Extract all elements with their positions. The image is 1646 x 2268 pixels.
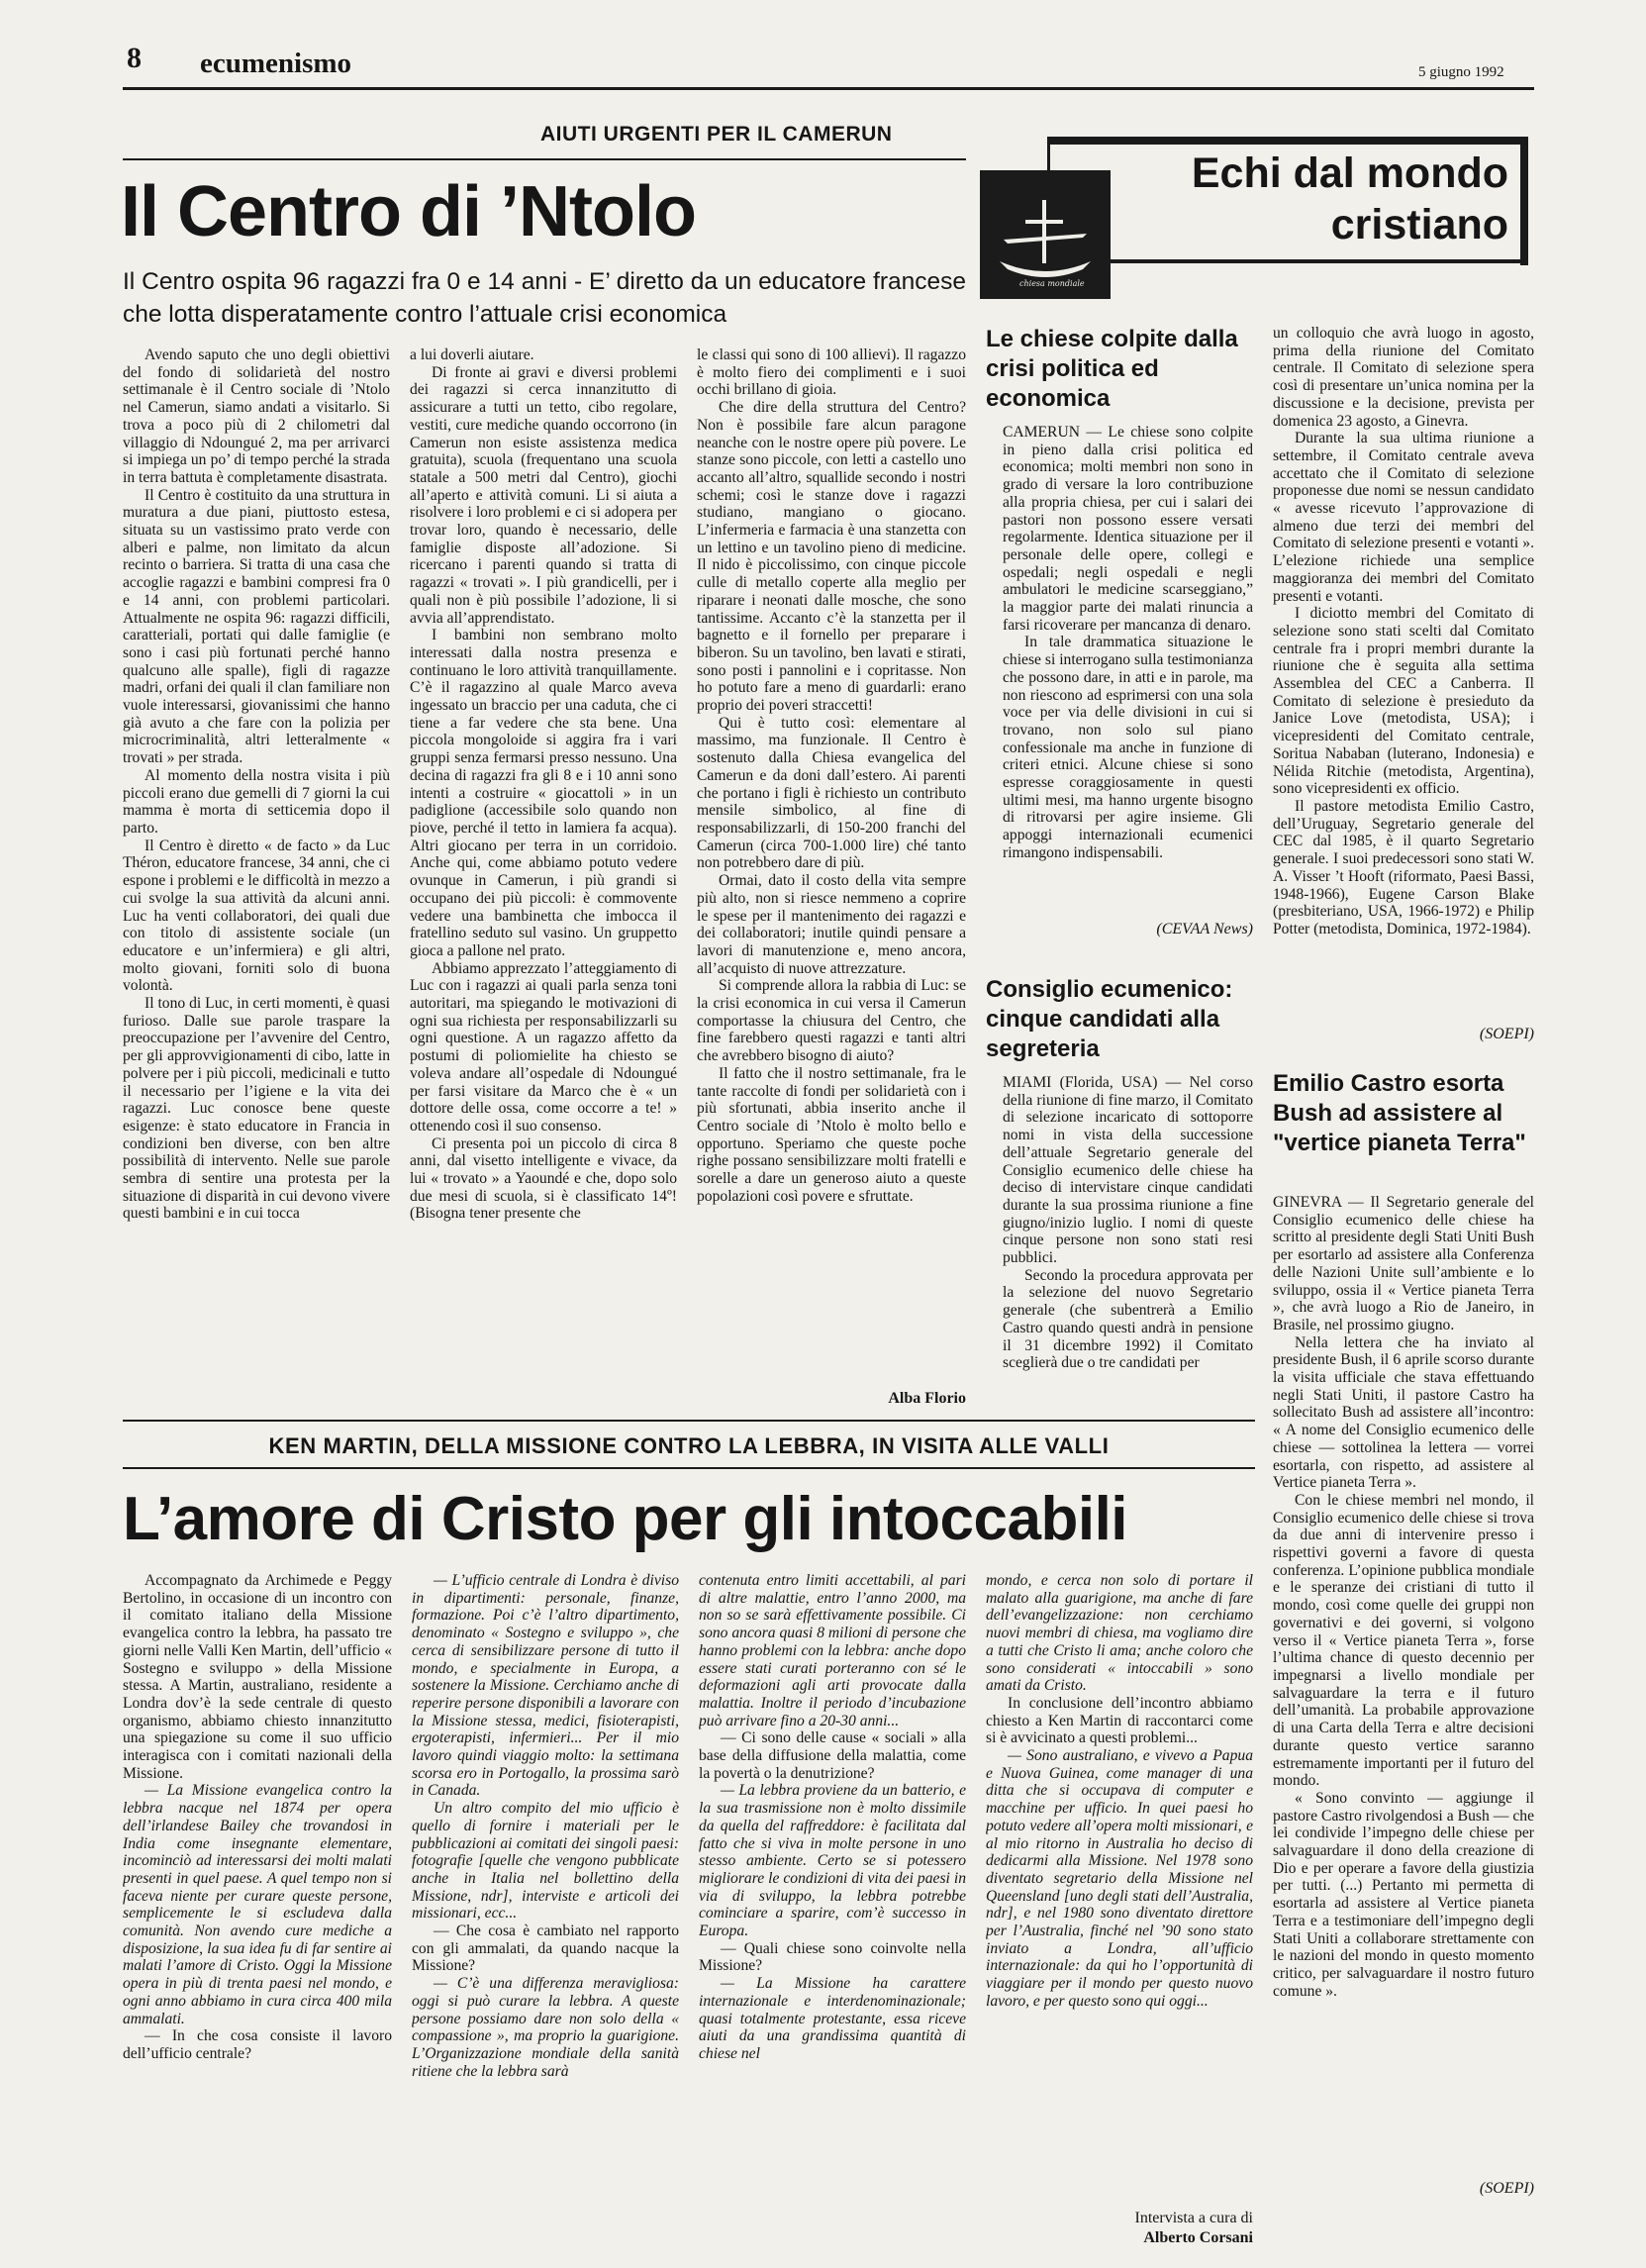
article2-headline: Le chiese colpite dalla crisi politica ed economica [986,326,1238,412]
paragraph: MIAMI (Florida, USA) — Nel corso della riunione di fine marzo, il Comitato di selezione incaricato di sottoporre nomi in vista della successione dell’attuale Segretario generale del Consiglio ecumenico delle chiese ha deciso di intervistare cinque candidati durante la sua prossima riunione a fine giugno/inizio luglio. I nomi di queste cinque persone non sono stati resi pubblici. [1003,1074,1253,1267]
article1-signature: Alba Florio [888,1390,966,1407]
article1-kicker: AIUTI URGENTI PER IL CAMERUN [540,123,893,146]
paragraph: contenuta entro limiti accettabili, al pari di altre malattie, entro l’anno 2000, ma non so se sarà effettivamente possibile. Ci sono ancora quasi 8 milioni di persone che hanno problemi con la lebbra: anche dopo essere stati curati porteranno con sé le deformazioni agli arti provocate dalla malattia. Inoltre il periodo d’incubazione può arrivare fino a 20-30 anni... [699,1572,966,1729]
paragraph: Si comprende allora la rabbia di Luc: se la crisi economica in cui versa il Camerun comportasse la chiusura del Centro, che fine farebbero questi ragazzi e tanti altri che avrebbero bisogno di aiuto? [697,977,966,1065]
paragraph: mondo, e cerca non solo di portare il malato alla guarigione, ma anche di fare dell’evangelizzazione: non cerchiamo nuovi membri di chiesa, ma vogliamo dire a tutti che Cristo li ama; anche coloro che sono considerati « intoccabili » sono amati da Cristo. [986,1572,1253,1695]
paragraph: — La Missione evangelica contro la lebbra nacque nel 1874 per opera dell’irlandese Bailey che trovandosi in India come insegnante elementare, incominciò ad interessarsi dei molti malati presenti in quel paese. A quel tempo non si faceva niente per curare queste persone, semplicemente le si escludeva dalla comunità. Non avendo cure mediche a disposizione, la sua idea fu di far sentire ai malati l’amore di Cristo. Oggi la Missione opera in più di trenta paesi nel mondo, e ogni anno abbiamo in cura circa 400 mila ammalati. [123,1782,392,2027]
paragraph: Nella lettera che ha inviato al presidente Bush, il 6 aprile scorso durante la visita ufficiale che stava effettuando negli Stati Uniti, il pastore Castro ha sollecitato Bush ad assistere all’incontro: « A nome del Consiglio ecumenico delle chiese — sottolinea la lettera — vorrei esortarla, con rispetto, ad assistere al Vertice pianeta Terra ». [1273,1333,1534,1492]
paragraph: Abbiamo apprezzato l’atteggiamento di Luc con i ragazzi ai quali parla senza toni autoritari, ma spiegando le motivazioni di ogni sua richiesta per responsabilizzarli su ogni questione. A un ragazzo affetto da postumi di poliomielite ha chiesto se voleva andare all’ospedale di Ndoungué per farsi visitare da Marco che è « un dottore delle ossa, come occorre a te! » ottenendo così il suo consenso. [410,959,677,1134]
paragraph: a lui doverli aiutare. [410,346,534,363]
article4-headline: Emilio Castro esorta Bush ad assistere al "vertice pianeta Terra" [1273,1070,1526,1156]
paragraph: — In che cosa consiste il lavoro dell’ufficio centrale? [123,2027,392,2062]
echi-left-rule [1047,137,1050,170]
article4-body [1273,1194,1534,2194]
article1-bottom-rule [123,1420,1255,1422]
paragraph: — La Missione ha carattere internazionale e interdenominazionale; quasi totalmente protestante, essa riceve aiuti da una grandissima quantità di chiese nel [699,1975,966,2062]
paragraph: Il Centro è diretto « de facto » da Luc Théron, educatore francese, 34 anni, che ci espone i problemi e le difficoltà in mezzo a cui svolge la sua attività da alcuni anni. Luc ha venti collaboratori, dei quali due con titolo di assistente sociale (un educatore e un’infermiera) e gli altri, molto giovani, forniti solo di buona volontà. [123,837,390,995]
article5-title: L’amore di Cristo per gli intoccabili [123,1485,1128,1553]
paragraph: Il tono di Luc, in certi momenti, è quasi furioso. Dalle sue parole traspare la preoccupazione per l’avvenire del Centro, per gli approvvigionamenti di cibo, latte in polvere per i più piccoli, medicinali e tutto il necessario per l’igiene e la vita dei ragazzi. Luc conosce bene queste esigenze: è stato educatore in Francia in condizioni ben diverse, con ben altre possibilità di intervento. Nelle sue parole sembra di sentire una protesta per la situazione di disparità in cui devono vivere questi bambini e in cui tocca [123,995,390,1223]
logo-caption: chiesa mondiale [1019,279,1085,288]
echi-title-2: cristiano [1330,201,1508,248]
paragraph: Di fronte ai gravi e diversi problemi dei ragazzi si cerca innanzitutto di assicurare a tutti un tetto, cibo regolare, vestiti, cure mediche quando occorrono (in Camerun non esiste assistenza medica gratuita), scuola (frequentano una scuola statale a 500 metri dal Centro), giochi all’aperto e attività comuni. Li si aiuta a risolvere i loro problemi e ci si adopera per trovar loro, quando è necessario, delle famiglie disposte all’adozione. Si ricercano i parenti quando si tratta di ragazzi « trovati ». I più grandicelli, per i quali non è più possibile l’adozione, li si avvia all’apprendistato. [410,363,677,627]
article5-col3 [699,1572,966,2245]
paragraph: Accompagnato da Archimede e Peggy Bertolino, in occasione di un incontro con il comitato italiano della Missione evangelica contro la lebbra, ha passato tre giorni nelle Valli Ken Martin, dell’ufficio « Sostegno e sviluppo » della Missione stessa. A Martin, australiano, residente a Londra dov’è la sede centrale di questo organismo, abbiamo chiesto innanzitutto una spiegazione su come il suo ufficio interagisca con i comitati nazionali della Missione. [123,1572,392,1782]
echi-top-rule [1047,137,1528,145]
article4-source: (SOEPI) [1479,2180,1534,2197]
article3-continuation [1273,325,1534,1026]
page-number: 8 [127,42,142,74]
article1-col1 [123,346,390,1406]
article1-kicker-rule [123,158,966,160]
paragraph: Il pastore metodista Emilio Castro, dell’Uruguay, Segretario generale del CEC dal 1985, è il quarto Segretario generale. I suoi predecessori sono stati W. A. Visser ’t Hooft (riformato, Paesi Bassi, 1948-1966), Eugene Carson Blake (presbiteriano, USA, 1966-1972) e Philip Potter (metodista, Dominica, 1972-1984). [1273,797,1534,937]
paragraph: — La lebbra proviene da un batterio, e la sua trasmissione non è molto dissimile da quella del raffreddore: è facilitata dal fatto che si viva in molte persone in uno stesso ambiente. Certo se si potessero migliorare le condizioni di vita dei paesi in via di sviluppo, la lebbra potrebbe cominciare a sparire, com’è successo in Europa. [699,1782,966,1940]
paragraph: CAMERUN — Le chiese sono colpite in pieno dalla crisi politica ed economica; molti membri non sono in grado di versare la loro contribuzione alla propria chiesa, per cui i salari dei pastori non possono essere versati regolarmente. Identica situazione per il personale delle opere, collegi e ospedali; negli ospedali e negli ambulatori le medicine scarseggiano,” la maggior parte dei malati rinuncia a farsi ricoverare per mancanza di denaro. [1003,424,1253,634]
paragraph: — Quali chiese sono coinvolte nella Missione? [699,1939,966,1975]
paragraph: Ci presenta poi un piccolo di circa 8 anni, dal visetto intelligente e vivace, da lui « trovato » a Yaoundé e che, dopo solo due mesi di scuola, si è classificato 14º! (Bisogna tener presente che [410,1134,677,1223]
article5-col2 [412,1572,679,2245]
paragraph: — C’è una differenza meravigliosa: oggi si può curare la lebbra. A queste persone possiamo dare non solo della « compassione », ma proprio la guarigione. L’Organizzazione mondiale della sanità ritiene che la lebbra sarà [412,1975,679,2080]
paragraph: Il Centro è costituito da una struttura in muratura a due piani, piuttosto estesa, situata su un vastissimo prato verde con alberi e palme, non limitato da alcun recinto o barriera. Si tratta di una casa che accoglie ragazzi e bambini compresi fra 0 e 14 anni, con problemi particolari. Attualmente ne ospita 96: ragazzi difficili, caratteriali, portati qui dalle famiglie (e sono i casi più fortunati perché hanno qualcuno alle spalle), figli di ragazze madri, orfani dei quali il clan familiare non vuole interessarsi, giovanissimi che hanno già avuto a che fare con la polizia per microcriminalità, altri letteralmente « trovati » per strada. [123,486,390,767]
article1-subtitle: Il Centro ospita 96 ragazzi fra 0 e 14 anni - E’ diretto da un educatore francese che lotta disperatamente contro l’attuale crisi economica [123,268,966,328]
echi-logo [980,170,1111,299]
paragraph: Secondo la procedura approvata per la selezione del nuovo Segretario generale (che subentrerà a Emilio Castro quando questi andrà in pensione il 31 dicembre 1992) il Comitato sceglierà due o tre candidati per [1003,1266,1253,1372]
paragraph: — Sono australiano, e vivevo a Papua e Nuova Guinea, come manager di una ditta che si occupava di computer e macchine per ufficio. In quei paesi ho potuto vedere all’opera molti missionari, e al mio ritorno in Australia ho deciso di dedicarmi alla Missione. Nel 1978 sono diventato segretario della Missione nel Queensland [uno degli stati dell’Australia, ndr], e nel 1980 sono diventato direttore per l’Australia, finché nel ’90 sono stato inviato a Londra, all’ufficio internazionale: da qui ho l’opportunità di viaggiare per il mondo per questo nuovo lavoro, e per questo sono qui oggi... [986,1747,1253,2010]
paragraph: Qui è tutto così: elementare al massimo, ma funzionale. Il Centro è sostenuto dalla Chiesa evangelica del Camerun e da doni dall’estero. Ai parenti che portano i figli è richiesto un contributo mensile simbolico, al fine di responsabilizzarli, di 150-200 franchi del Camerun (circa 700-1.000 lire) ché tanto non potrebbero dare di più. [697,714,966,872]
article5-col4 [986,1572,1253,2206]
paragraph: le classi qui sono di 100 allievi). Il ragazzo è molto fiero dei complimenti e i suoi occhi brillano di gioia. [697,346,966,399]
paragraph: — Ci sono delle cause « sociali » alla base della diffusione della malattia, come la povertà o la denutrizione? [699,1729,966,1782]
paragraph: — L’ufficio centrale di Londra è diviso in dipartimenti: personale, finanze, formazione. Poi c’è l’altro dipartimento, denominato « Sostegno e sviluppo », che cerca di sensibilizzare persone di tutto il mondo, e specialmente in Europa, a sostenere la Missione. Cerchiamo anche di reperire persone disponibili a lavorare con la Missione stessa, medici, fisioterapisti, ergoterapisti, infermieri... Per il mio lavoro quindi viaggio molto: la settimana scorsa ero in Portogallo, la prossima sarò in Canada. [412,1572,679,1800]
article1-col3 [697,346,966,1386]
article2-body [1003,424,1253,948]
header-rule [123,87,1534,90]
article5-col1 [123,1572,392,2235]
paragraph: I diciotto membri del Comitato di selezione sono stati scelti dal Comitato centrale fra i propri membri durante la riunione che è seguita alla settima Assemblea del CEC a Canberra. Il Comitato di selezione è presieduto da Janice Love (metodista, USA); i vicepresidenti del Comitato centrale, Soritua Nababan (luterano, Indonesia) e Nélida Ritchie (metodista, Argentina), sono vicepresidenti ex officio. [1273,605,1534,798]
paragraph: In tale drammatica situazione le chiese si interrogano sulla testimonianza che possono dare, in atti e in parole, ma non riescono ad esprimersi con una sola voce per via delle divisioni in cui si trovano, non solo sul piano confessionale ma anche in funzione di criteri etnici. Alcune chiese si sono espresse coraggiosamente in questi ultimi mesi, ma hanno urgente bisogno di ritrovarsi per agire insieme. Gli appoggi internazionali ecumenici rimangono indispensabili. [1003,634,1253,861]
article3-source: (SOEPI) [1479,1026,1534,1042]
paragraph: Un altro compito del mio ufficio è quello di fornire i materiali per le pubblicazioni ai comitati dei singoli paesi: fotografie [quelle che vengono pubblicate anche in Italia nel bollettino della Missione, ndr], interviste e articoli dei missionari, ecc... [412,1800,679,1923]
article5-kicker: KEN MARTIN, DELLA MISSIONE CONTRO LA LEBBRA, IN VISITA ALLE VALLI [268,1433,1110,1458]
paragraph: Ormai, dato il costo della vita sempre più alto, non si riesce nemmeno a coprire le spese per il mantenimento dei ragazzi e dei collaboratori; inutile quindi pensare a lavori di manutenzione e, meno ancora, all’acquisto di nuove attrezzature. [697,872,966,977]
paragraph: « Sono convinto — aggiunge il pastore Castro rivolgendosi a Bush — che lei condivide l’impegno delle chiese per salvaguardare il dono della creazione di Dio e per operare a favore della giustizia per tutti. (...) Pertanto mi permetta di esortarla ad assistere al Vertice pianeta Terra e a testimoniare dell’impegno degli Stati Uniti a collaborare strettamente con le nazioni del mondo in questo momento critico, per salvaguardare il nostro futuro comune ». [1273,1789,1534,2000]
section-title: ecumenismo [200,48,352,79]
article5-kicker-rule [123,1467,1255,1469]
article5-credit-name: Alberto Corsani [1143,2229,1253,2246]
article5-credit-label: Intervista a cura di [1134,2210,1253,2226]
paragraph: Durante la sua ultima riunione a settembre, il Comitato centrale aveva accettato che il Comitato di selezione proponesse due nomi se nessun candidato « avesse ricevuto l’approvazione di almeno due terzi dei membri del Comitato di selezione presenti e votanti ». L’elezione richiede una semplice maggioranza dei membri del Comitato presenti e votanti. [1273,430,1534,605]
paragraph: I bambini non sembrano molto interessati dalla nostra presenza e continuano le loro attività tranquillamente. C’è il ragazzino al quale Marco aveva ingessato un braccio per una caduta, che ci tiene a far vedere che sta bene. Una piccola mongoloide si aggira fra i vari gruppi senza fermarsi presso nessuno. Una decina di ragazzi fra gli 8 e i 10 anni sono intenti a costruire « giocattoli » in un padiglione (accessibile solo quando non piove, perché il tetto in lamiera fa acqua). Altri giocano per terra in un corridoio. Anche qui, come abbiamo potuto vedere ovunque in Camerun, i più grandi si occupano dei più piccoli: è commovente vedere una bambinetta che imbocca il fratellino seduto sul vasino. Un gruppetto gioca a pallone nel prato. [410,627,677,959]
paragraph: Con le chiese membri nel mondo, il Consiglio ecumenico delle chiese si trova da due anni di intervenire presso i rispettivi governi a favore di questa conferenza. L’opinione pubblica mondiale e le speranze dei cristiani di tutto il mondo, così come quelle dei gruppi non governativi e dei governi, si volgono verso il « Vertice pianeta Terra », forse l’ultima chance di questo decennio per impegnarsi a livello mondiale per salvaguardare la terra e il futuro dell’umanità. La probabile approvazione di una Carta della Terra e altre decisioni durante questo vertice saranno estremamente importanti per il futuro del mondo. [1273,1491,1534,1790]
paragraph: Che dire della struttura del Centro? Non è possibile fare alcun paragone neanche con le nostre opere più povere. Le stanze sono piccole, con letti a castello uno accanto all’altro, squallide secondo i nostri schemi; così le stanze dove i ragazzi studiano, mangiano o giocano. L’infermeria e farmacia è una stanzetta con un lettino e un tavolino pieno di medicine. Il nido è piccolissimo, con cinque piccole culle di metallo coperte alla meglio per riparare i neonati dalle mosche, che sono tantissime. Accanto c’è la stanzetta per il bagnetto e il fornello per preparare i biberon. Su un tavolino, ben lavati e stirati, sono posti i pannolini e i copritasse. Non ho potuto fare a meno di guardarli: erano proprio dei poveri straccetti! [697,399,966,715]
paragraph: Avendo saputo che uno degli obiettivi del fondo di solidarietà del nostro settimanale è il Centro sociale di ’Ntolo nel Camerun, siamo andati a visitarlo. Si trova a poco più di 2 chilometri dal villaggio di Ndoungué 2, ma per arrivarci si impiega un po’ di tempo perché la strada in terra battuta è completamente disastrata. [123,346,390,486]
paragraph: GINEVRA — Il Segretario generale del Consiglio ecumenico delle chiese ha scritto al presidente degli Stati Uniti Bush per esortarlo ad assistere alla Conferenza delle Nazioni Unite sull’ambiente e lo sviluppo, ossia il « Vertice pianeta Terra », che avrà luogo a Rio de Janeiro, in Brasile, nel prossimo giugno. [1273,1194,1534,1333]
paragraph: un colloquio che avrà luogo in agosto, prima della riunione del Comitato centrale. Il Comitato di selezione spera così di presentare un’unica nomina per la discussione e la decisione, prevista per domenica 23 agosto, a Ginevra. [1273,325,1534,430]
echi-title-1: Echi dal mondo [1191,149,1508,197]
paragraph: Il fatto che il nostro settimanale, fra le tante raccolte di fondi per solidarietà con i più sfortunati, abbia inserito anche il Centro sociale di ’Ntolo è molto bello e opportuno. Speriamo che queste poche righe possano sensibilizzare molti fratelli e sorelle a dare un generoso aiuto a queste popolazioni così povere e sfruttate. [697,1064,966,1205]
echi-right-rule [1520,137,1528,265]
echi-bottom-rule [1111,259,1528,263]
paragraph: — Che cosa è cambiato nel rapporto con gli ammalati, da quando nacque la Missione? [412,1923,679,1975]
article3-headline: Consiglio ecumenico: cinque candidati alla segreteria [986,976,1233,1062]
paragraph: In conclusione dell’incontro abbiamo chiesto a Ken Martin di raccontarci come si è avvicinato a questi problemi... [986,1694,1253,1747]
article1-col2 [410,346,677,1406]
article3-body [1003,1074,1253,1411]
article2-source: (CEVAA News) [1156,921,1253,937]
paragraph: Al momento della nostra visita i più piccoli erano due gemelli di 7 giorni la cui mamma è morta di setticemia dopo il parto. [123,766,390,837]
article1-title: Il Centro di ’Ntolo [121,172,696,251]
issue-date: 5 giugno 1992 [1418,64,1504,80]
